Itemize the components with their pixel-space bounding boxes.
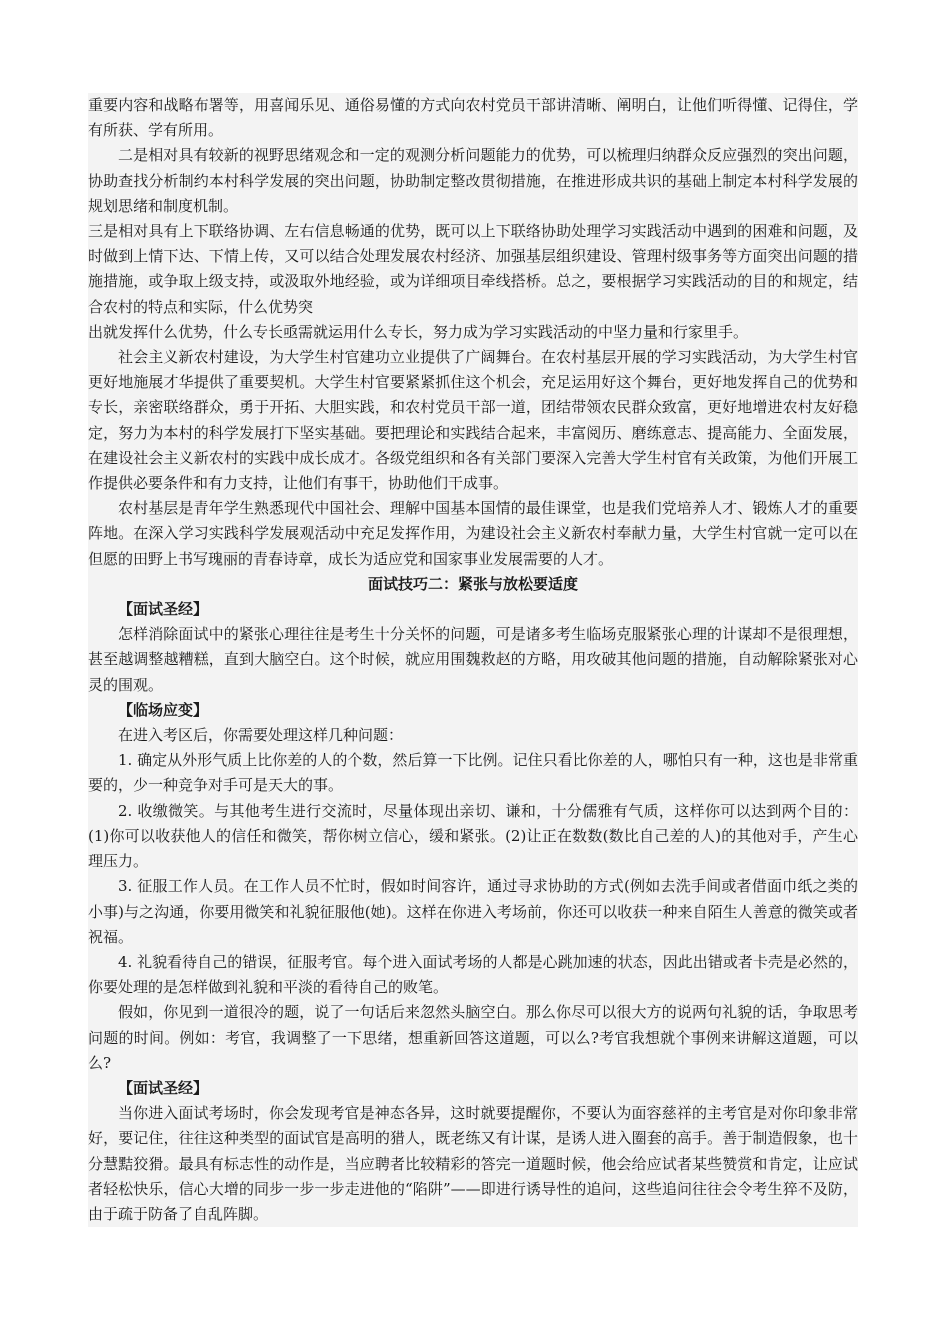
tag-on-site-response: 【临场应变】 (118, 700, 209, 719)
paragraph-point-three-continuation: 出就发挥什么优势，什么专长亟需就运用什么专长，努力成为学习实践活动的中坚力量和行家里手。 (88, 322, 749, 341)
list-item-3: 3. 征服工作人员。在工作人员不忙时，假如时间容许，通过寻求协助的方式(例如去洗手间或者借面巾纸之类的小事)与之沟通，你要用微笑和礼貌征服他(她)。这样在你进入考场前，你还可以收获一种来自陌生人善意的微笑或者祝福。 (88, 877, 858, 946)
paragraph-examiner: 当你进入面试考场时，你会发现考官是神态各异，这时就要提醒你，不要认为面容慈祥的主考官是对你印象非常好，要记住，往往这种类型的面试官是高明的猎人，既老练又有计谋，是诱人进入圈套的高手。善于制造假象，也十分慧黠狡猾。最具有标志性的动作是，当应聘者比较精彩的答完一道题时候，他会给应试者某些赞赏和肯定，让应试者轻松快乐，信心大增的同步一步一步走进他的“陷阱”——即进行诱导性的追问，这些追问往往会令考生猝不及防，由于疏于防备了自乱阵脚。 (88, 1104, 858, 1223)
paragraph-intro-continuation: 重要内容和战略布署等，用喜闻乐见、通俗易懂的方式向农村党员干部讲清晰、阐明白，让他们听得懂、记得住，学有所获、学有所用。 (88, 96, 858, 140)
document-page (88, 93, 858, 1227)
list-item-1: 1. 确定从外形气质上比你差的人的个数，然后算一下比例。记住只看比你差的人，哪怕只有一种，这也是非常重要的，少一种竞争对手可是天大的事。 (88, 751, 858, 795)
tag-interview-bible-2: 【面试圣经】 (118, 1078, 209, 1097)
list-item-2: 2. 收缴微笑。与其他考生进行交流时，尽量体现出亲切、谦和，十分儒雅有气质，这样你可以达到两个目的：(1)你可以收获他人的信任和微笑，帮你树立信心，缓和紧张。(2)让正在数数(数比自己差的人)的其他对手，产生心理压力。 (88, 801, 858, 871)
list-item-4: 4. 礼貌看待自己的错误，征服考官。每个进入面试考场的人都是心跳加速的状态，因此出错或者卡壳是必然的，你要处理的是怎样做到礼貌和平淡的看待自己的败笔。 (88, 952, 858, 997)
tag-interview-bible-1: 【面试圣经】 (118, 600, 209, 619)
paragraph-rural-grassroots: 农村基层是青年学生熟悉现代中国社会、理解中国基本国情的最佳课堂，也是我们党培养人才、锻炼人才的重要阵地。在深入学习实践科学发展观活动中充足发挥作用，为建设社会主义新农村奉献力量，大学生村官就一定可以在但愿的田野上书写瑰丽的青春诗章，成长为适应党和国家事业发展需要的人才。 (88, 499, 858, 568)
paragraph-exam-area: 在进入考区后，你需要处理这样几种问题： (118, 726, 404, 745)
paragraph-tension: 怎样消除面试中的紧张心理往往是考生十分关怀的问题，可是诸多考生临场克服紧张心理的计谋却不是很理想，甚至越调整越糟糕，直到大脑空白。这个时候，就应用围魏救赵的方略，用攻破其他问题的措施，自动解除紧张对心灵的围观。 (88, 625, 858, 694)
paragraph-point-three: 三是相对具有上下联络协调、左右信息畅通的优势，既可以上下联络协助处理学习实践活动中遇到的困难和问题，及时做到上情下达、下情上传，又可以结合处理发展农村经济、加强基层组织建设、管理村级事务等方面突出问题的措施措施，或争取上级支持，或汲取外地经验，或为详细项目牵线搭桥。总之，要根据学习实践活动的目的和规定，结合农村的特点和实际，什么优势突 (88, 222, 858, 316)
paragraph-cold-question: 假如，你见到一道很冷的题，说了一句话后来忽然头脑空白。那么你尽可以很大方的说两句礼貌的话，争取思考问题的时间。例如：考官，我调整了一下思绪，想重新回答这道题，可以么?考官我想就个事例来讲解这道题，可以么? (88, 1003, 858, 1072)
paragraph-point-two: 二是相对具有较新的视野思绪观念和一定的观测分析问题能力的优势，可以梳理归纳群众反应强烈的突出问题，协助查找分析制约本村科学发展的突出问题，协助制定整改贯彻措施，在推进形成共识的基础上制定本村科学发展的规划思绪和制度机制。 (88, 146, 858, 215)
section-heading: 面试技巧二：紧张与放松要适度 (367, 574, 578, 593)
paragraph-new-village: 社会主义新农村建设，为大学生村官建功立业提供了广阔舞台。在农村基层开展的学习实践活动，为大学生村官更好地施展才华提供了重要契机。大学生村官要紧紧抓住这个机会，充足运用好这个舞台，更好地发挥自己的优势和专长，亲密联络群众，勇于开拓、大胆实践，和农村党员干部一道，团结带领农民群众致富，更好地增进农村友好稳定，努力为本村的科学发展打下坚实基础。要把理论和实践结合起来，丰富阅历、磨练意志、提高能力、全面发展，在建设社会主义新农村的实践中成长成才。各级党组织和各有关部门要深入完善大学生村官有关政策，为他们开展工作提供必要条件和有力支持，让他们有事干，协助他们干成事。 (88, 348, 858, 493)
